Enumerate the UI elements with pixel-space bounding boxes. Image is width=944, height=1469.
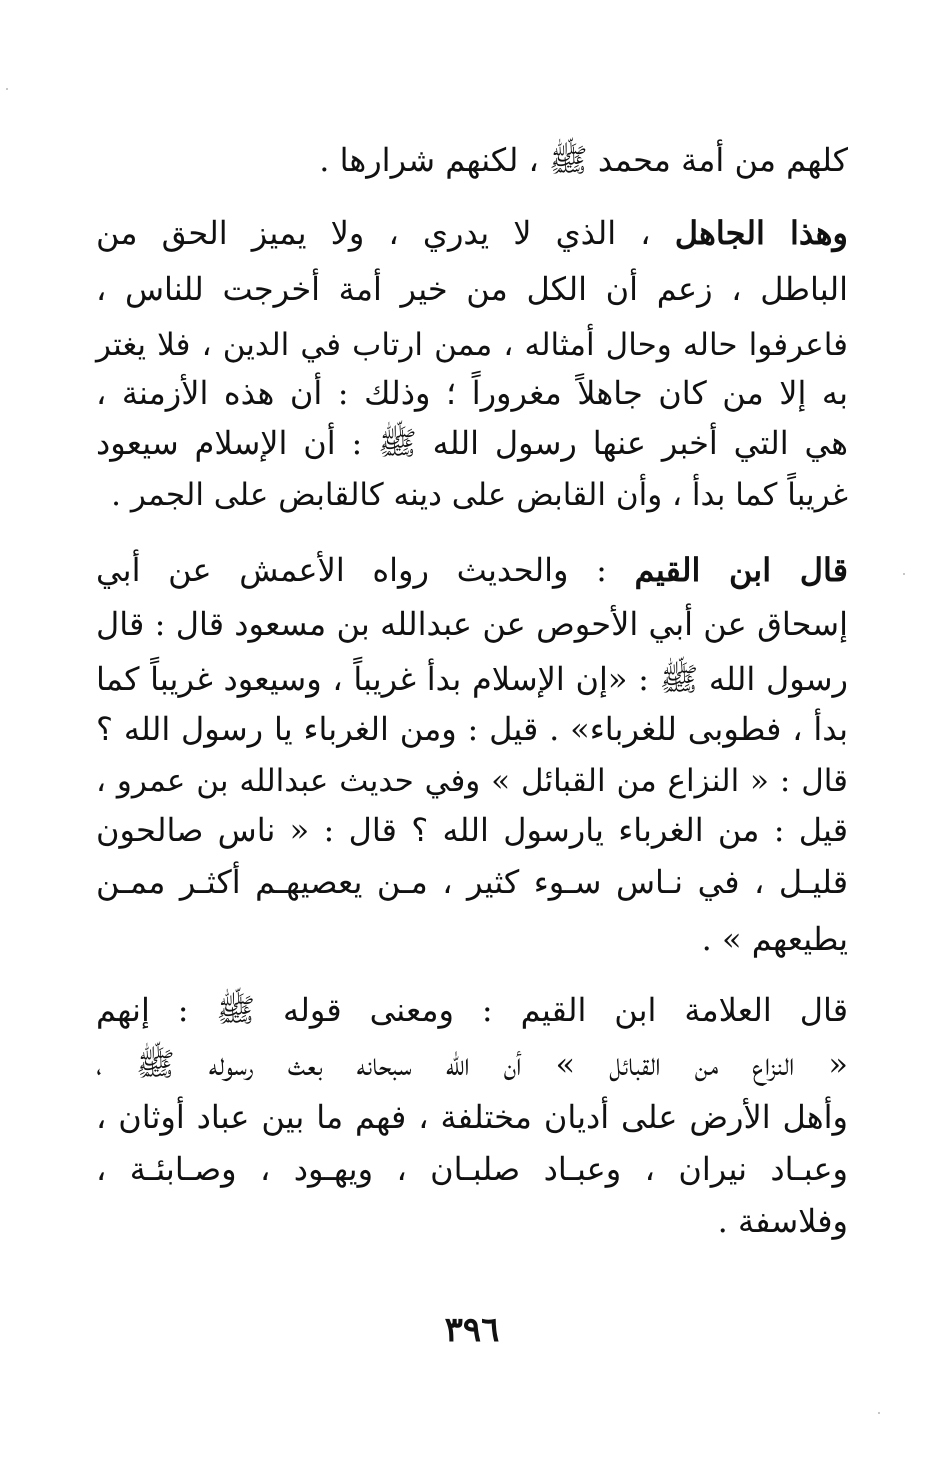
paragraph-lead: وهذا الجاهل	[674, 214, 849, 252]
line-text: « النزاع من القبائل » أن الله سبحانه بعث رسوله ﷺ ،	[96, 1045, 848, 1083]
page-number: ٣٩٦	[444, 1310, 500, 1350]
line-text: قليـل ، في نـاس سـوء كثير ، مـن يعصيهـم أكثـر ممـن	[96, 863, 848, 901]
text-line	[96, 1188, 848, 1254]
line-text: ، الذي لا يدري ، ولا يميز الحق من	[96, 214, 675, 252]
paragraph-lead: قال ابن القيم	[634, 551, 849, 589]
scan-speck	[6, 88, 8, 90]
line-text: رسول الله ﷺ : «إن الإسلام بدأ غريباً ، وسيعود غريباً كما	[96, 660, 848, 698]
line-text: إسحاق عن أبي الأحوص عن عبدالله بن مسعود قال : قال	[96, 605, 848, 643]
text-line	[96, 462, 848, 528]
text-line	[96, 906, 848, 972]
text-line	[96, 127, 848, 193]
line-text: فاعرفوا حاله وحال أمثاله ، ممن ارتاب في الدين ، فلا يغتر	[96, 327, 848, 363]
line-text: : والحديث رواه الأعمش عن أبي	[96, 551, 635, 589]
line-text: هي التي أخبر عنها رسول الله ﷺ : أن الإسلام سيعود	[96, 424, 848, 462]
line-text: بدأ ، فطوبى للغرباء» . قيل : ومن الغرباء يا رسول الله ؟	[96, 710, 848, 748]
scan-speck	[903, 573, 905, 575]
line-text: به إلا من كان جاهلاً مغروراً ؛ وذلك : أن هذه الأزمنة ،	[96, 374, 848, 412]
line-text: قال العلامة ابن القيم : ومعنى قوله ﷺ : إنهم	[96, 991, 848, 1029]
line-text: قيل : من الغرباء يارسول الله ؟ قال : « ناس صالحون	[96, 811, 848, 849]
line-text: وفلاسفة .	[717, 1202, 848, 1240]
line-text: كلهم من أمة محمد ﷺ ، لكنهم شرارها .	[319, 141, 848, 179]
line-text: الباطل ، زعم أن الكل من خير أمة أخرجت للناس ،	[96, 270, 849, 308]
line-text: وأهل الأرض على أديان مختلفة ، فهم ما بين عباد أوثان ،	[96, 1098, 848, 1136]
scan-speck	[878, 1412, 880, 1414]
line-text: وعبـاد نيران ، وعبـاد صلبـان ، ويهـود ، وصـابئـة ،	[96, 1150, 848, 1188]
line-text: يطيعهم » .	[701, 920, 848, 958]
line-text: غريباً كما بدأ ، وأن القابض على دينه كالقابض على الجمر .	[111, 477, 848, 513]
line-text: قال : « النزاع من القبائل » وفي حديث عبدالله بن عمرو ،	[96, 763, 848, 799]
